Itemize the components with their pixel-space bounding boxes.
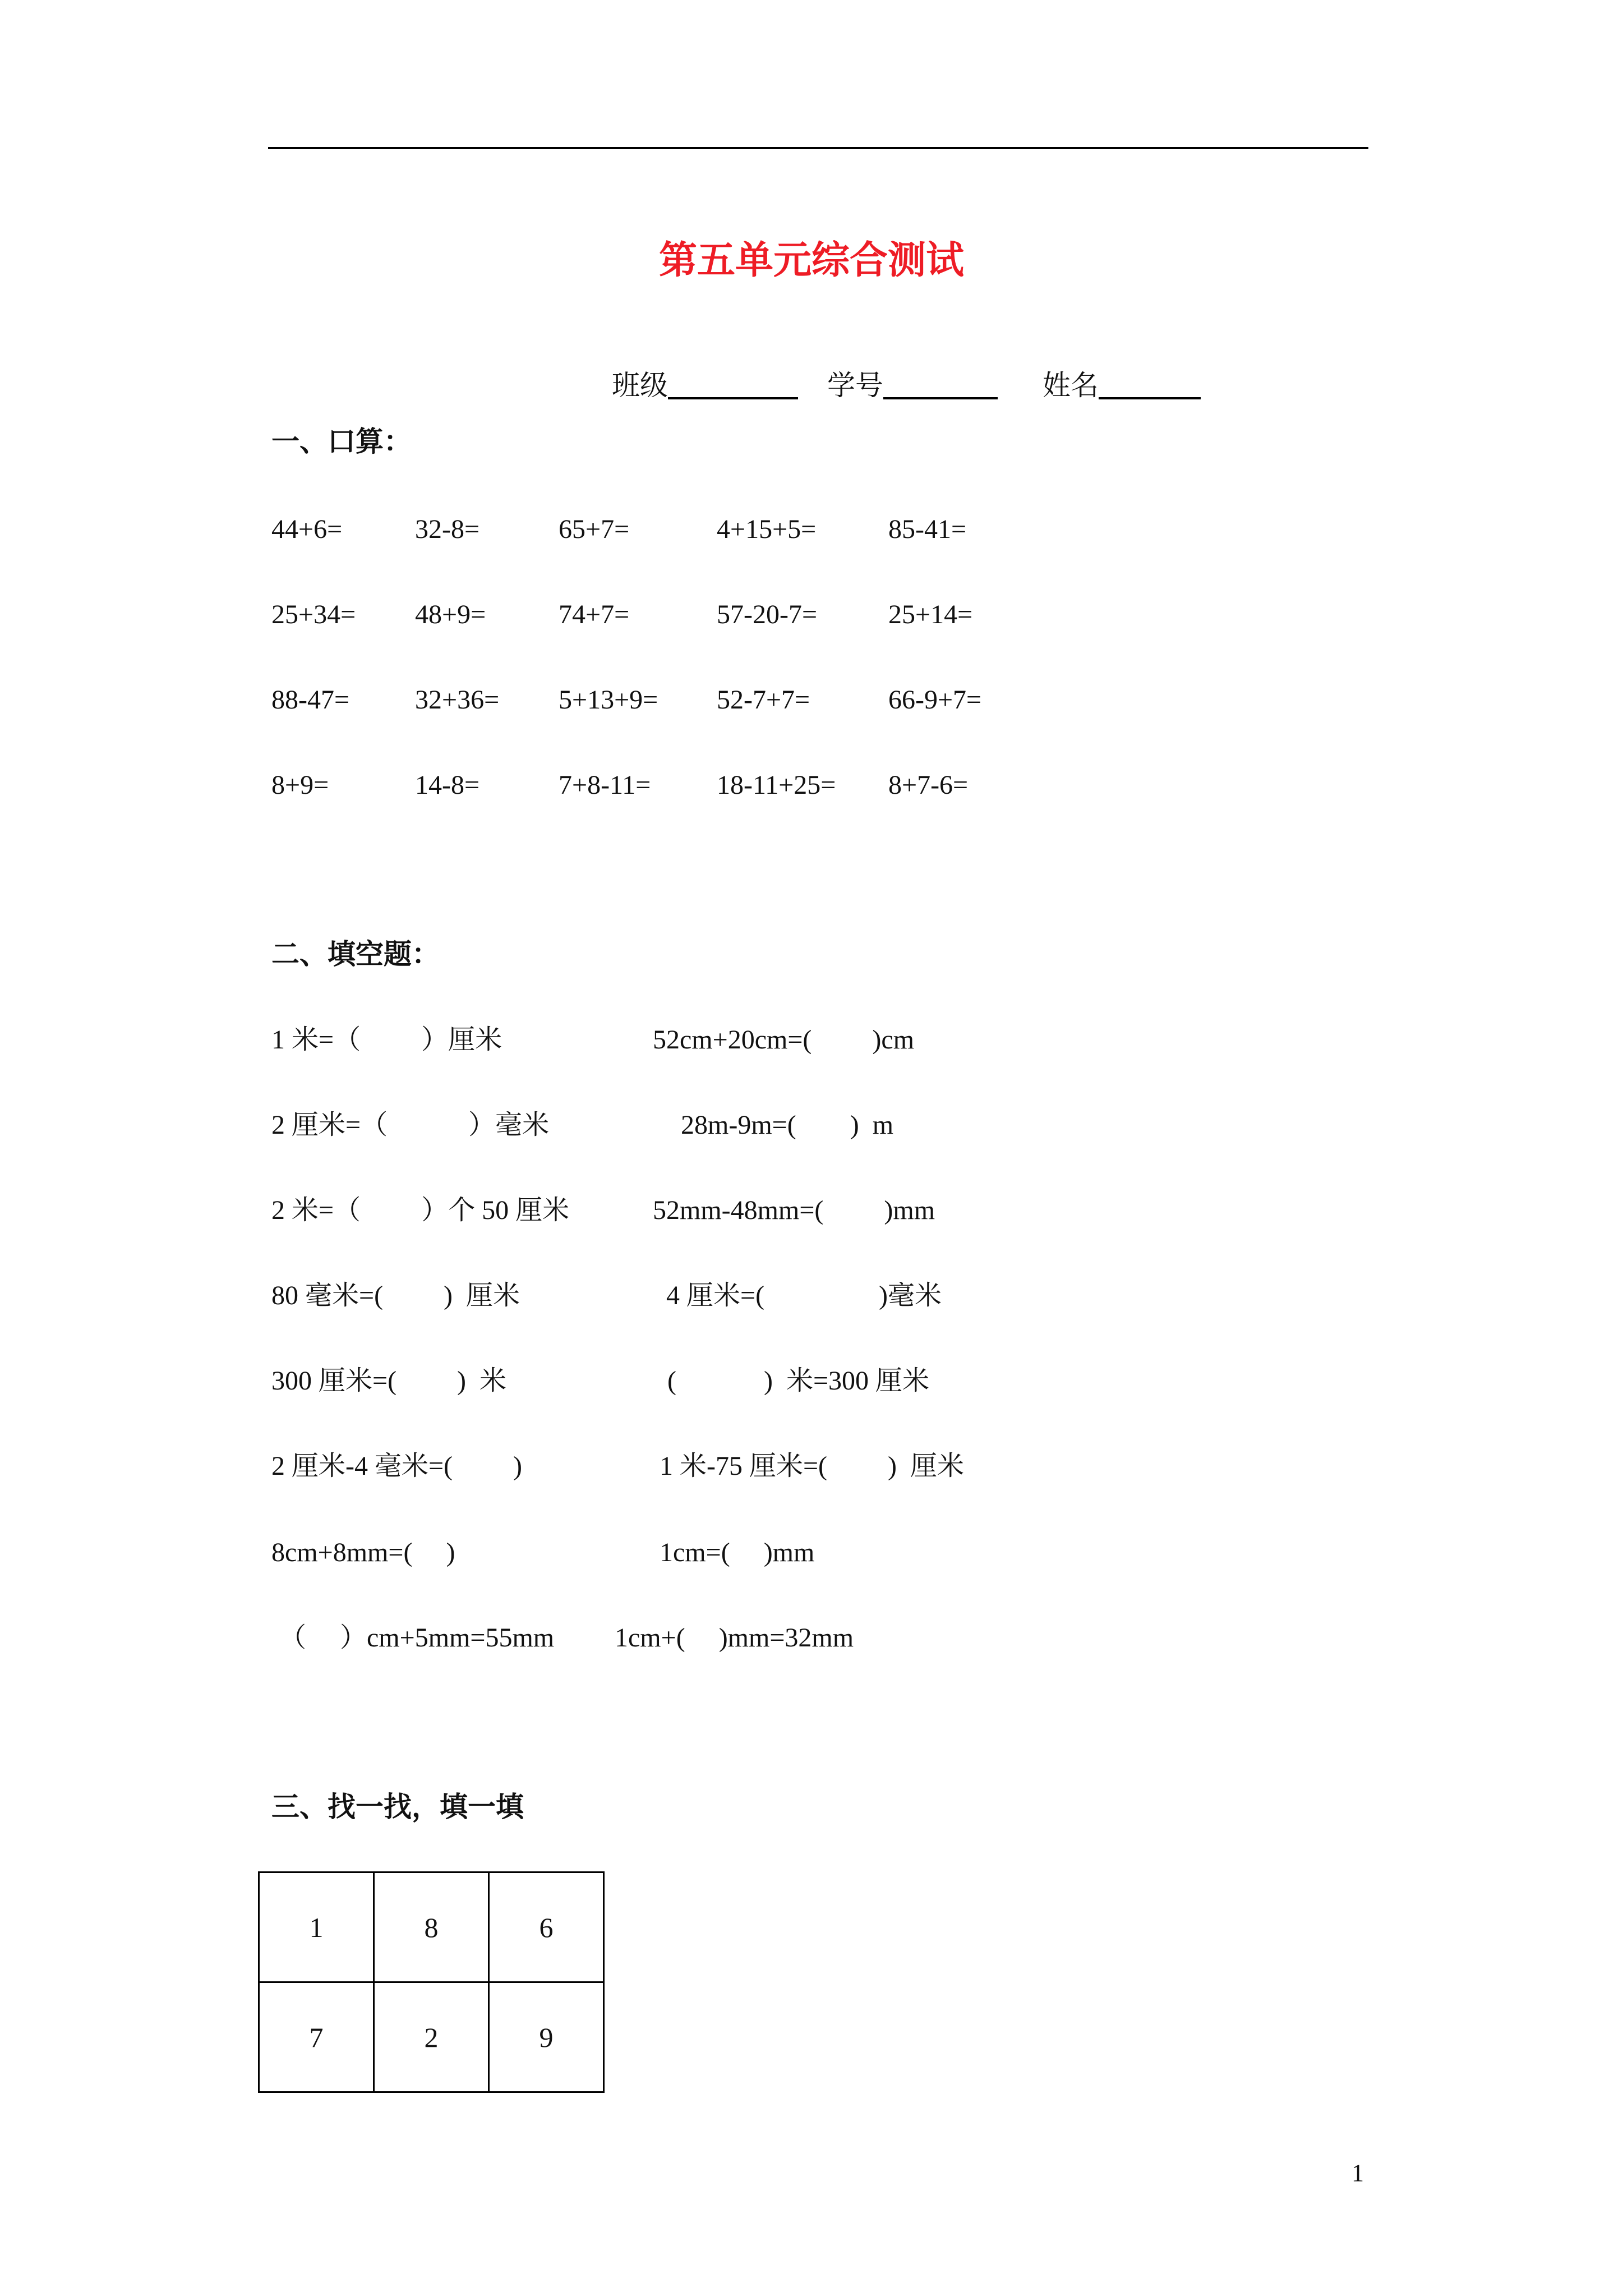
grid-cell: 7: [259, 1982, 374, 2092]
mental-math-item: 66-9+7=: [888, 685, 982, 715]
mental-math-item: 32+36=: [415, 685, 500, 715]
mental-math-item: 4+15+5=: [717, 514, 817, 544]
grid-row: [259, 1982, 604, 2092]
fill-blank-item: 2 厘米=（ ）毫米: [271, 1110, 550, 1140]
grid-cell: 6: [489, 1872, 604, 1982]
fill-blank-item: （ ）cm+5mm=55mm: [279, 1623, 555, 1653]
class-blank[interactable]: [668, 372, 798, 399]
fill-blank-item: 8cm+8mm=( ): [271, 1538, 455, 1567]
mental-math-item: 85-41=: [888, 514, 967, 544]
mental-math-item: 57-20-7=: [717, 600, 818, 629]
name-label: 姓名: [1043, 370, 1099, 401]
mental-math-item: 48+9=: [415, 600, 486, 629]
fill-blank-item: 80 毫米=( ) 厘米: [271, 1281, 520, 1310]
number-blank[interactable]: [883, 372, 998, 399]
fill-blank-item: 2 米=（ ）个 50 厘米: [271, 1195, 570, 1225]
mental-math-item: 88-47=: [271, 685, 350, 715]
fill-blank-item: 4 厘米=( )毫米: [666, 1281, 942, 1310]
class-label: 班级: [612, 370, 668, 401]
grid-cell: 8: [374, 1872, 489, 1982]
section3-heading: 三、找一找，填一填: [271, 1791, 524, 1823]
grid-row: [259, 1872, 604, 1982]
section1-heading: 一、口算：: [271, 426, 412, 457]
fill-blank-item: 2 厘米-4 毫米=( ): [271, 1451, 523, 1481]
mental-math-item: 25+14=: [888, 600, 973, 629]
number-field: [813, 343, 998, 399]
page-title: 第五单元综合测试: [658, 239, 964, 282]
fill-blank-item: 1 米-75 厘米=( ) 厘米: [660, 1451, 965, 1481]
class-field: [598, 343, 798, 399]
name-field: [1029, 343, 1201, 399]
fill-blank-item: 52cm+20cm=( )cm: [653, 1025, 915, 1055]
mental-math-item: 25+34=: [271, 600, 356, 629]
section2-heading: 二、填空题：: [271, 938, 440, 970]
mental-math-item: 18-11+25=: [717, 770, 836, 800]
grid-cell: 9: [489, 1982, 604, 2092]
fill-blank-item: 1cm=( )mm: [660, 1538, 815, 1567]
fill-blank-item: 300 厘米=( ) 米: [271, 1366, 507, 1396]
mental-math-item: 32-8=: [415, 514, 480, 544]
fill-blank-item: 1 米=（ ）厘米: [271, 1025, 502, 1055]
mental-math-item: 74+7=: [559, 600, 630, 629]
page-number: 1: [1352, 2159, 1364, 2187]
header-rule: [268, 147, 1368, 149]
mental-math-item: 14-8=: [415, 770, 480, 800]
number-label: 学号: [827, 370, 883, 401]
name-blank[interactable]: [1099, 372, 1201, 399]
mental-math-item: 5+13+9=: [559, 685, 658, 715]
fill-blank-item: 28m-9m=( ) m: [681, 1110, 894, 1140]
grid-cell: 1: [259, 1872, 374, 1982]
number-grid: [258, 1871, 605, 2093]
grid-cell: 2: [374, 1982, 489, 2092]
fill-blank-item: ( ) 米=300 厘米: [667, 1366, 930, 1396]
mental-math-item: 8+7-6=: [888, 770, 969, 800]
fill-blank-item: 52mm-48mm=( )mm: [653, 1195, 935, 1225]
mental-math-item: 65+7=: [559, 514, 630, 544]
fill-blank-item: 1cm+( )mm=32mm: [615, 1623, 854, 1653]
mental-math-item: 8+9=: [271, 770, 329, 800]
mental-math-item: 52-7+7=: [717, 685, 810, 715]
mental-math-item: 44+6=: [271, 514, 343, 544]
mental-math-item: 7+8-11=: [559, 770, 651, 800]
